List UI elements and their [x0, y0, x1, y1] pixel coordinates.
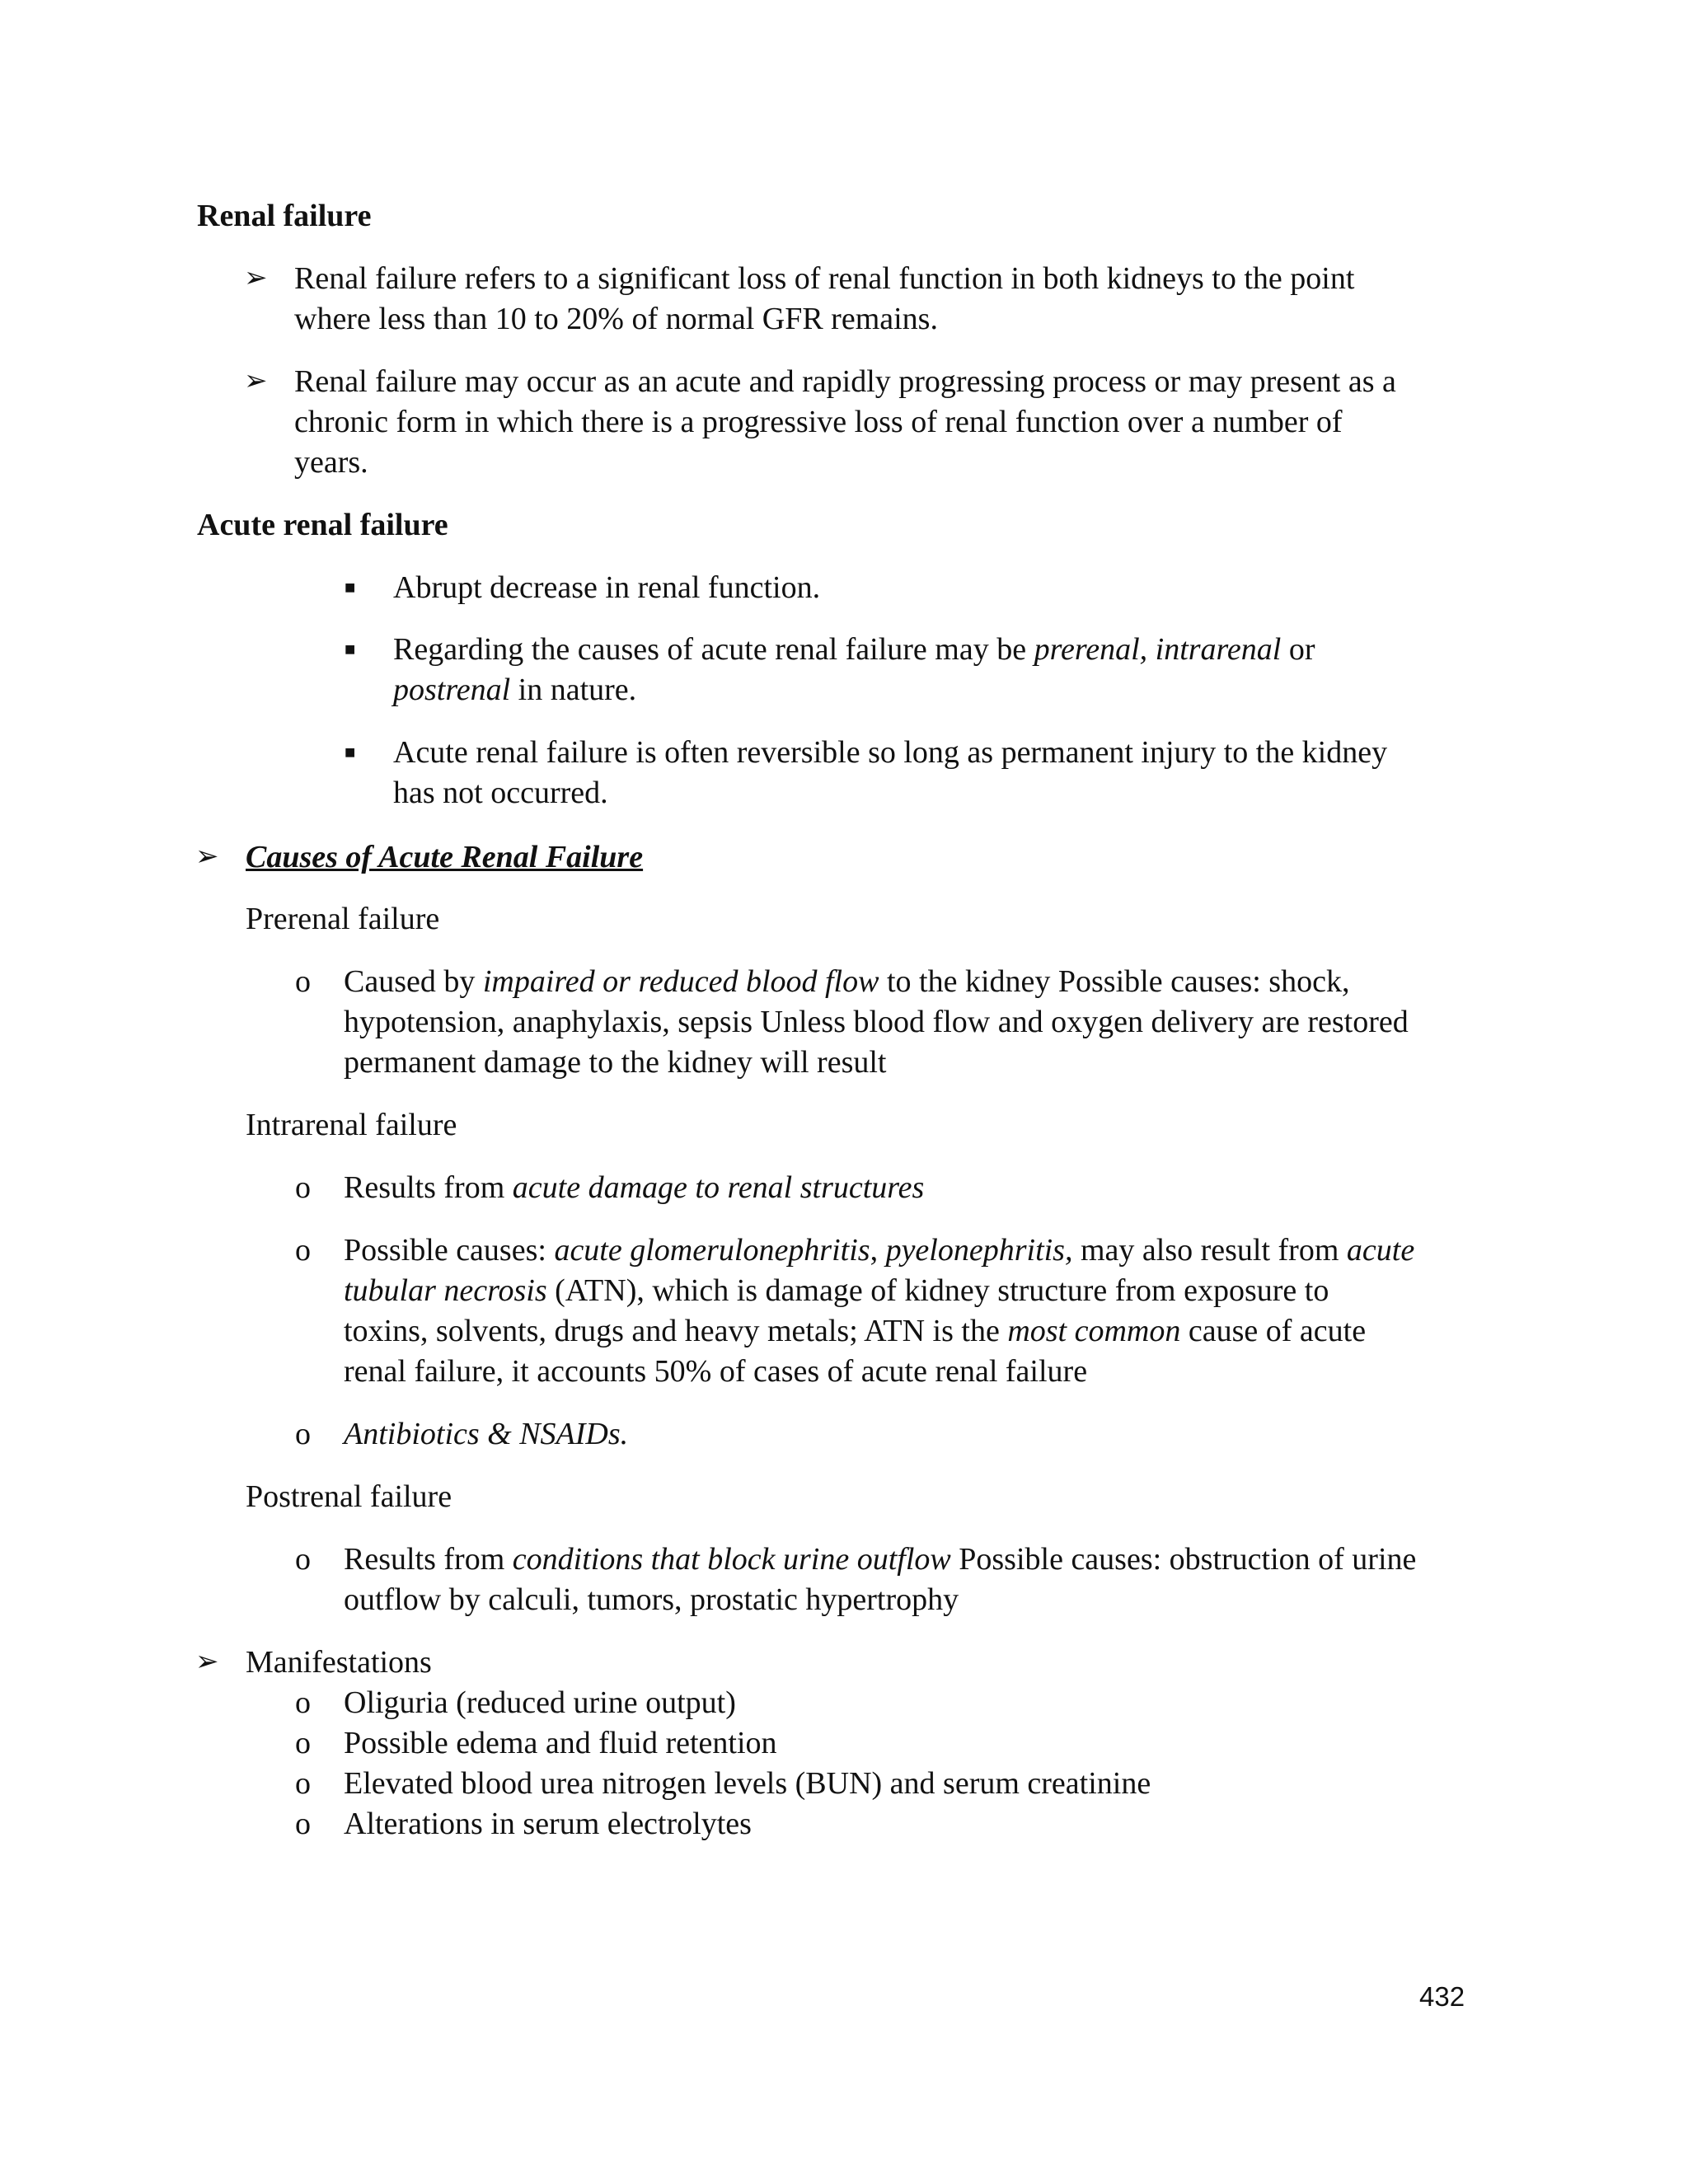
prerenal-line-2: hypotension, anaphylaxis, sepsis Unless blood flow and oxygen delivery are restored: [344, 1005, 1409, 1039]
acute-bullet-3-line-2: has not occurred.: [393, 776, 608, 810]
causes-title: Causes of Acute Renal Failure: [246, 840, 644, 874]
italic-run: most common: [1007, 1314, 1181, 1348]
arrow-bullet-icon: ➢: [195, 1647, 219, 1677]
arrow-bullet-icon: ➢: [244, 366, 268, 396]
intrarenal-item-2-line-2: [344, 1270, 1329, 1311]
circle-bullet-icon: o: [295, 1807, 311, 1841]
manifestation-item-4: Alterations in serum electrolytes: [344, 1807, 752, 1841]
rf-bullet-2-line-1: Renal failure may occur as an acute and rapidly progressing process or may present as a: [294, 364, 1396, 399]
text-run: Possible causes: obstruction of urine: [950, 1542, 1417, 1577]
italic-run: postrenal: [393, 673, 511, 707]
page-number: 432: [1419, 1981, 1465, 2012]
text-run: may also result from: [1072, 1233, 1347, 1268]
section-title-renal-failure: Renal failure: [197, 199, 372, 233]
text-run: Results from: [344, 1170, 513, 1205]
intrarenal-item-1: [344, 1167, 924, 1208]
text-run: cause of acute: [1180, 1314, 1367, 1348]
acute-bullet-1: Abrupt decrease in renal function.: [393, 570, 821, 605]
text-run: in nature.: [510, 673, 637, 707]
text-run: or: [1281, 632, 1315, 667]
text-run: to the kidney Possible causes: shock,: [879, 964, 1350, 999]
text-run: ,: [870, 1233, 886, 1268]
acute-bullet-2-line-1: [393, 629, 1315, 670]
prerenal-label: Prerenal failure: [246, 902, 440, 936]
italic-run: Antibiotics & NSAIDs.: [344, 1417, 629, 1451]
intrarenal-item-2-line-1: [344, 1230, 1414, 1271]
postrenal-label: Postrenal failure: [246, 1479, 452, 1514]
postrenal-line-2: outflow by calculi, tumors, prostatic hypertrophy: [344, 1582, 959, 1617]
circle-bullet-icon: o: [295, 1726, 311, 1760]
italic-run: tubular necrosis: [344, 1273, 547, 1308]
italic-run: conditions that block urine outflow: [512, 1542, 951, 1577]
section-title-acute-renal-failure: Acute renal failure: [197, 508, 448, 542]
rf-bullet-2-line-3: years.: [294, 445, 368, 480]
text-run: Regarding the causes of acute renal failure may be: [393, 632, 1034, 667]
circle-bullet-icon: o: [295, 964, 311, 999]
intrarenal-item-2-line-3: [344, 1310, 1366, 1352]
circle-bullet-icon: o: [295, 1542, 311, 1577]
manifestation-item-3: Elevated blood urea nitrogen levels (BUN) and serum creatinine: [344, 1766, 1151, 1801]
italic-run: prerenal, intrarenal: [1034, 632, 1282, 667]
circle-bullet-icon: o: [295, 1417, 311, 1451]
italic-run: impaired or reduced blood flow: [482, 964, 879, 999]
text-run: Possible causes:: [344, 1233, 555, 1268]
prerenal-line-1: [344, 961, 1349, 1002]
acute-bullet-2-line-2: [393, 669, 636, 710]
rf-bullet-1-line-2: where less than 10 to 20% of normal GFR remains.: [294, 302, 938, 336]
prerenal-line-3: permanent damage to the kidney will result: [344, 1045, 887, 1080]
postrenal-line-1: [344, 1539, 1416, 1580]
intrarenal-item-2-line-4: renal failure, it accounts 50% of cases of acute renal failure: [344, 1354, 1088, 1389]
rf-bullet-2-line-2: chronic form in which there is a progressive loss of renal function over a number of: [294, 405, 1343, 439]
arrow-bullet-icon: ➢: [244, 263, 268, 293]
text-run: Results from: [344, 1542, 513, 1577]
italic-run: acute: [1346, 1233, 1415, 1268]
square-bullet-icon: ■: [345, 577, 356, 598]
rf-bullet-1-line-1: Renal failure refers to a significant loss of renal function in both kidneys to the point: [294, 261, 1355, 296]
intrarenal-item-3: [344, 1413, 628, 1455]
circle-bullet-icon: o: [295, 1766, 311, 1801]
manifestations-label: Manifestations: [246, 1645, 432, 1680]
manifestation-item-2: Possible edema and fluid retention: [344, 1726, 777, 1760]
italic-run: acute glomerulonephritis: [554, 1233, 870, 1268]
manifestation-item-1: Oliguria (reduced urine output): [344, 1685, 736, 1720]
arrow-bullet-icon: ➢: [195, 841, 219, 872]
square-bullet-icon: ■: [345, 742, 356, 762]
square-bullet-icon: ■: [345, 639, 356, 659]
circle-bullet-icon: o: [295, 1685, 311, 1720]
text-run: Caused by: [344, 964, 483, 999]
circle-bullet-icon: o: [295, 1170, 311, 1205]
text-run: toxins, solvents, drugs and heavy metals; ATN is the: [344, 1314, 1008, 1348]
text-run: (ATN), which is damage of kidney structure from exposure to: [546, 1273, 1329, 1308]
circle-bullet-icon: o: [295, 1233, 311, 1268]
intrarenal-label: Intrarenal failure: [246, 1108, 457, 1142]
italic-run: acute damage to renal structures: [512, 1170, 925, 1205]
acute-bullet-3-line-1: Acute renal failure is often reversible so long as permanent injury to the kidney: [393, 735, 1388, 770]
italic-run: pyelonephritis,: [885, 1233, 1073, 1268]
